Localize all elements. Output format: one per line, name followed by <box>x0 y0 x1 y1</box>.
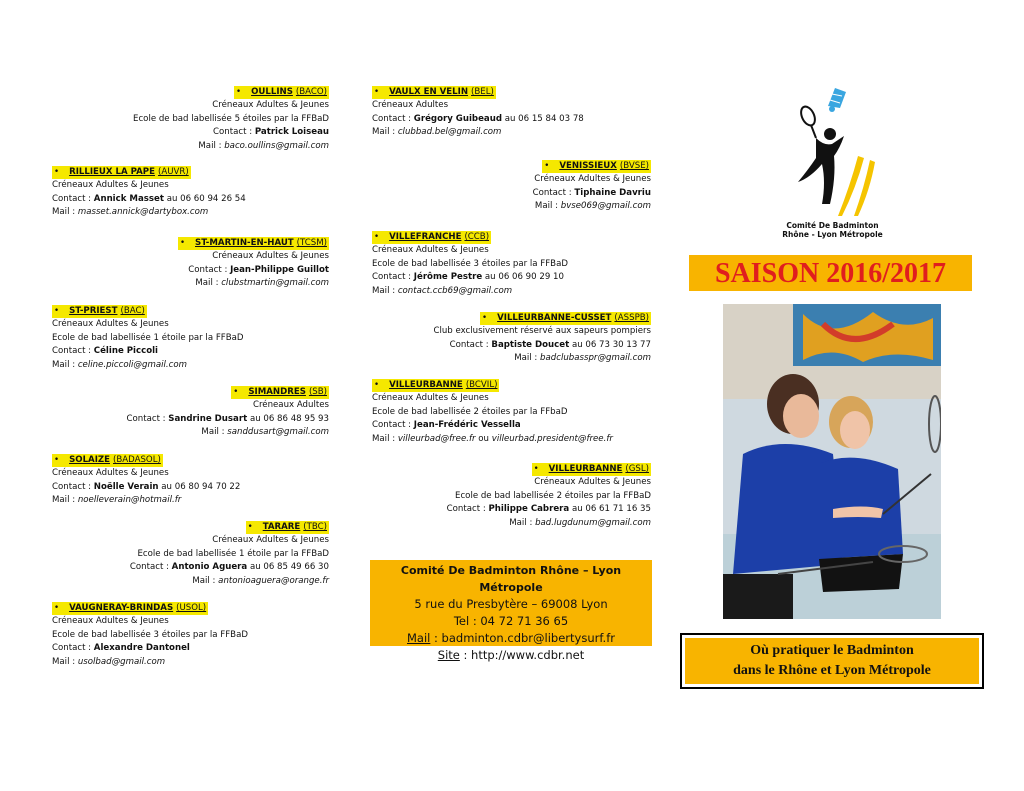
club-mail: Mail : clubstmartin@gmail.com <box>195 278 329 289</box>
club-villefranche <box>372 231 568 298</box>
club-contact: Contact : Sandrine Dusart au 06 86 48 95 93 <box>126 413 329 424</box>
club-contact: Contact : Noëlle Verain au 06 80 94 70 22 <box>52 481 241 492</box>
comite-address: 5 rue du Presbytère – 69008 Lyon <box>414 597 608 611</box>
club-schedule: Club exclusivement réservé aux sapeurs pompiers <box>433 326 651 337</box>
club-mail: Mail : masset.annick@dartybox.com <box>52 207 209 218</box>
club-schedule: Créneaux Adultes <box>372 100 449 111</box>
tagline-line1: Où pratiquer le Badminton <box>750 643 914 658</box>
club-mail: Mail : villeurbad@free.fr ou villeurbad.president@free.fr <box>372 433 613 444</box>
club-mail: Mail : sanddusart@gmail.com <box>201 427 329 438</box>
club-header: • RILLIEUX LA PAPE (AUVR) <box>52 166 191 179</box>
club-schedule: Créneaux Adultes & Jeunes <box>372 245 489 256</box>
club-header: • VILLEURBANNE (BCVIL) <box>372 379 499 392</box>
club-mail: Mail : clubbad.bel@gmail.com <box>372 127 502 138</box>
club-label: Ecole de bad labellisée 3 étoiles par la FFBaD <box>52 629 248 640</box>
club-header: • SOLAIZE (BADASOL) <box>52 454 163 467</box>
club-schedule: Créneaux Adultes & Jeunes <box>52 468 169 479</box>
club-contact: Contact : Antonio Aguera au 06 85 49 66 30 <box>129 562 329 573</box>
club-rillieux <box>52 166 246 220</box>
club-mail: Mail : celine.piccoli@gmail.com <box>52 359 187 370</box>
tagline-box <box>680 633 984 689</box>
club-mail: Mail : badclubasspr@gmail.com <box>514 353 651 364</box>
club-schedule: Créneaux Adultes <box>252 400 329 411</box>
club-stpriest <box>52 305 244 372</box>
club-header: • ST-MARTIN-EN-HAUT (TCSM) <box>178 237 329 250</box>
club-contact: Contact : Jérôme Pestre au 06 06 90 29 10 <box>372 272 564 283</box>
club-schedule: Créneaux Adultes & Jeunes <box>534 477 651 488</box>
club-stmartin <box>178 237 329 291</box>
comite-mail[interactable]: Mail : badminton.cdbr@libertysurf.fr <box>407 631 615 645</box>
badminton-logo-icon <box>780 86 880 226</box>
club-solaize <box>52 454 240 508</box>
club-header: • VILLEURBANNE-CUSSET (ASSPB) <box>480 312 651 325</box>
logo-caption: Comité De Badminton Rhône - Lyon Métropole <box>782 221 883 239</box>
club-simandres <box>127 386 330 440</box>
club-header: • SIMANDRES (SB) <box>231 386 329 399</box>
club-header: • OULLINS (BACO) <box>234 86 329 99</box>
club-contact: Contact : Tiphaine Davriu <box>532 187 651 198</box>
club-tarare <box>130 521 329 588</box>
comite-title: Comité De Badminton Rhône – Lyon Métropole <box>400 564 622 594</box>
club-contact: Contact : Philippe Cabrera au 06 61 71 16 35 <box>446 504 651 515</box>
club-schedule: Créneaux Adultes & Jeunes <box>212 535 329 546</box>
club-venissieux <box>533 160 651 214</box>
club-mail: Mail : bad.lugdunum@gmail.com <box>509 517 651 528</box>
club-schedule: Créneaux Adultes & Jeunes <box>372 393 489 404</box>
comite-tel: Tel : 04 72 71 36 65 <box>453 614 569 628</box>
club-schedule: Créneaux Adultes & Jeunes <box>52 616 169 627</box>
club-vaugneray <box>52 602 248 669</box>
club-mail: Mail : usolbad@gmail.com <box>52 656 166 667</box>
club-contact: Contact : Céline Piccoli <box>52 346 158 357</box>
club-contact: Contact : Patrick Loiseau <box>213 127 329 138</box>
club-cusset <box>433 312 651 366</box>
club-mail: Mail : contact.ccb69@gmail.com <box>372 285 513 296</box>
club-schedule: Créneaux Adultes & Jeunes <box>52 319 169 330</box>
club-header: • VILLEURBANNE (GSL) <box>532 463 651 476</box>
club-contact: Contact : Jean-Frédéric Vessella <box>372 420 521 431</box>
club-mail: Mail : baco.oullins@gmail.com <box>198 140 329 151</box>
club-header: • VAULX EN VELIN (BEL) <box>372 86 496 99</box>
club-contact: Contact : Jean-Philippe Guillot <box>188 264 329 275</box>
club-schedule: Créneaux Adultes & Jeunes <box>52 180 169 191</box>
club-mail: Mail : bvse069@gmail.com <box>534 201 651 212</box>
club-label: Ecole de bad labellisée 1 étoile par la FFBaD <box>52 332 244 343</box>
season-banner: SAISON 2016/2017 <box>689 255 972 291</box>
club-label: Ecole de bad labellisée 2 étoiles par la FFbaD <box>372 406 568 417</box>
club-header: • VENISSIEUX (BVSE) <box>542 160 651 173</box>
club-schedule: Créneaux Adultes & Jeunes <box>212 251 329 262</box>
club-gsl <box>447 463 651 530</box>
club-contact: Contact : Annick Masset au 06 60 94 26 54 <box>52 193 246 204</box>
comite-site[interactable]: Site : http://www.cdbr.net <box>437 648 585 662</box>
club-header: • ST-PRIEST (BAC) <box>52 305 147 318</box>
club-schedule: Créneaux Adultes & Jeunes <box>212 100 329 111</box>
club-vaulx <box>372 86 584 140</box>
club-label: Ecole de bad labellisée 1 étoile par la FFBaD <box>137 548 329 559</box>
club-oullins <box>133 86 329 153</box>
club-header: • TARARE (TBC) <box>246 521 329 534</box>
club-contact: Contact : Baptiste Doucet au 06 73 30 13 77 <box>449 339 651 350</box>
tagline-line2: dans le Rhône et Lyon Métropole <box>733 663 931 678</box>
club-mail: Mail : noelleverain@hotmail.fr <box>52 495 182 506</box>
comite-contact-box <box>370 560 652 662</box>
club-contact: Contact : Alexandre Dantonel <box>52 643 190 654</box>
club-mail: Mail : antonioaguera@orange.fr <box>192 575 329 586</box>
club-label: Ecole de bad labellisée 2 étoiles par la FFBaD <box>455 490 651 501</box>
club-label: Ecole de bad labellisée 3 étoiles par la FFBaD <box>372 258 568 269</box>
club-header: • VILLEFRANCHE (CCB) <box>372 231 491 244</box>
club-contact: Contact : Grégory Guibeaud au 06 15 84 03 78 <box>372 113 584 124</box>
club-bcvil <box>372 379 613 446</box>
club-label: Ecole de bad labellisée 5 étoiles par la FFBaD <box>133 113 329 124</box>
shuttlecock-icon <box>828 88 846 112</box>
club-header: • VAUGNERAY-BRINDAS (USOL) <box>52 602 208 615</box>
players-photo <box>723 304 941 619</box>
club-schedule: Créneaux Adultes & Jeunes <box>534 174 651 185</box>
